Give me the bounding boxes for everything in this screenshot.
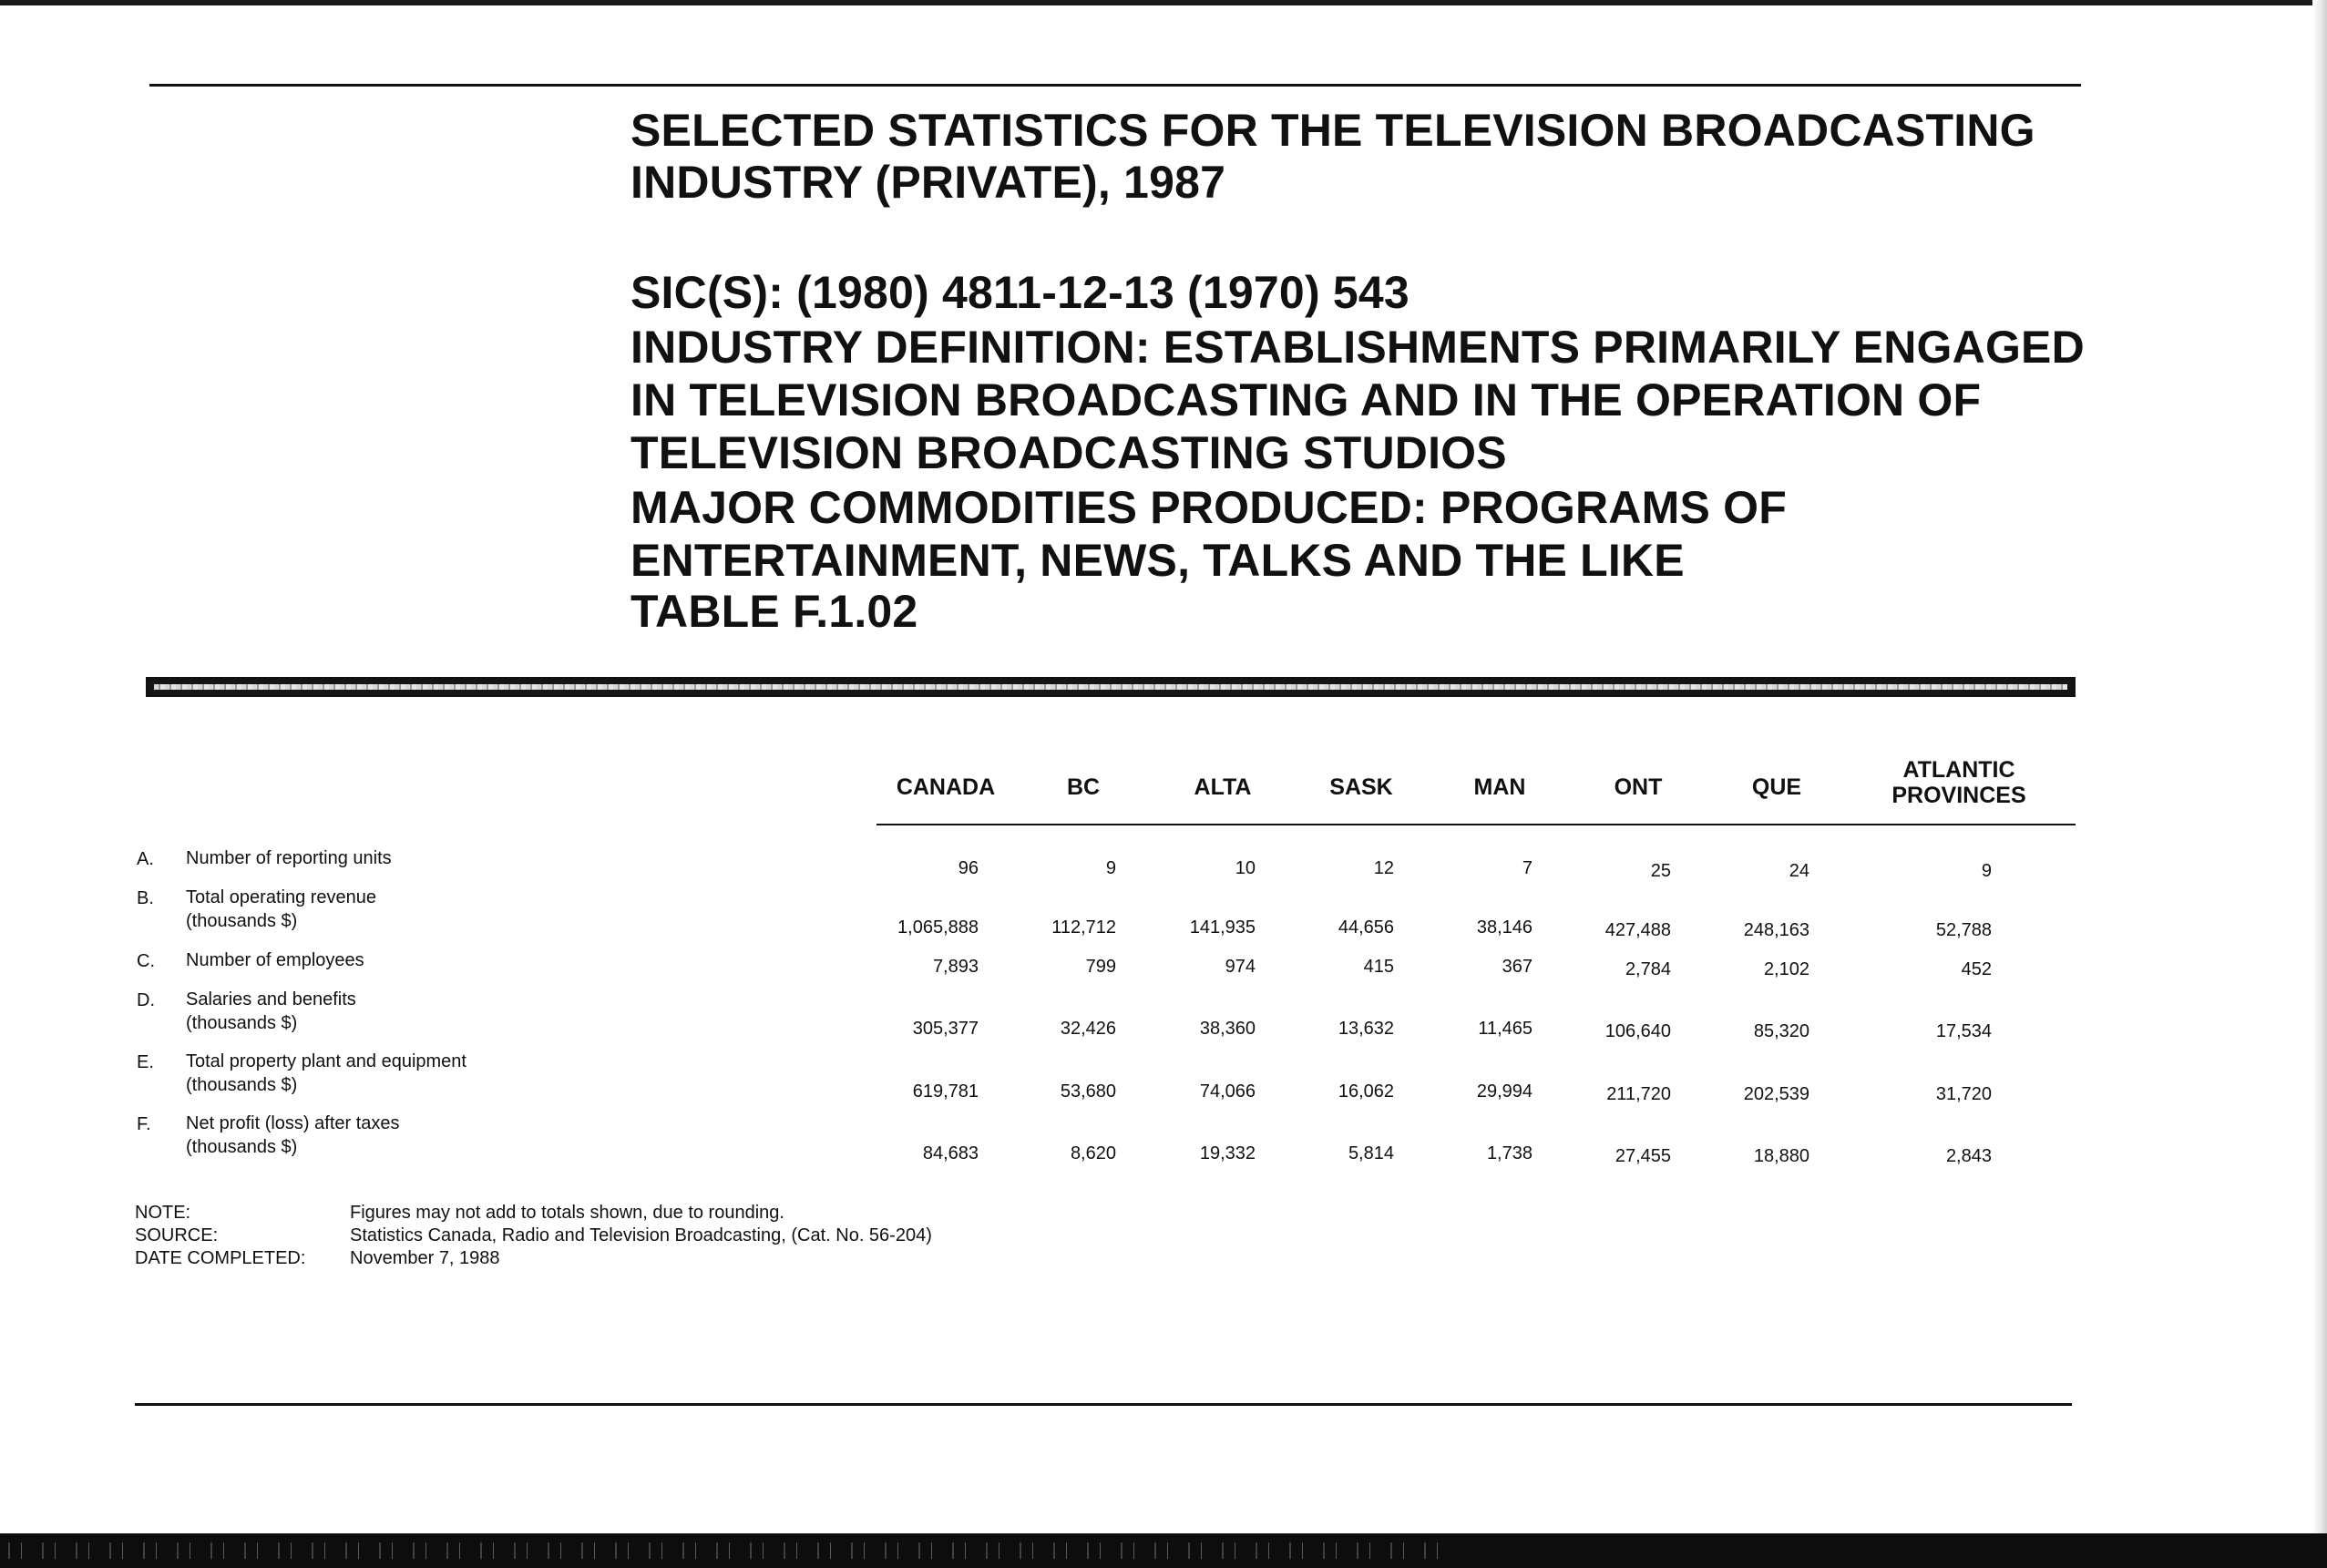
table-cell: 53,680 <box>1060 1081 1116 1102</box>
table-cell: 415 <box>1363 957 1394 977</box>
table-cell: 19,332 <box>1199 1143 1256 1163</box>
row-label-text: Total operating revenue <box>186 887 377 907</box>
table-cell: 96 <box>958 858 979 878</box>
row-label-text: Number of reporting units <box>186 848 392 868</box>
table-cell: 9 <box>1981 861 1992 881</box>
column-header-text: CANADA <box>896 774 996 800</box>
industry-definition-line-1: INDUSTRY DEFINITION: ESTABLISHMENTS PRIMARILY ENGAGED <box>630 322 2085 373</box>
table-cell: 367 <box>1502 957 1533 977</box>
table-cell: 10 <box>1235 858 1256 878</box>
row-label-text: (thousands $) <box>186 911 298 931</box>
table-cell: 84,683 <box>922 1143 979 1163</box>
table-cell: 24 <box>1789 861 1809 881</box>
table-cell: 7,893 <box>932 957 979 977</box>
table-cell: 17,534 <box>1935 1021 1992 1041</box>
top-rule <box>149 84 2081 87</box>
table-cell: 29,994 <box>1476 1081 1533 1102</box>
table-cell: 211,720 <box>1606 1084 1671 1104</box>
table-number: TABLE F.1.02 <box>630 586 918 637</box>
industry-definition-line-2: IN TELEVISION BROADCASTING AND IN THE OPERATION OF <box>630 374 1982 425</box>
table-cell: 11,465 <box>1478 1019 1533 1039</box>
row-letter: E. <box>137 1052 154 1072</box>
column-header <box>1872 758 2045 808</box>
scan-edge-top <box>0 0 2327 5</box>
table-cell: 18,880 <box>1753 1146 1809 1166</box>
source-text: Statistics Canada, Radio and Television Broadcasting, (Cat. No. 56-204) <box>350 1225 932 1245</box>
row-label <box>186 988 356 1035</box>
table-cell: 974 <box>1225 957 1256 977</box>
column-header-text: ALTA <box>1194 774 1252 800</box>
table-cell: 52,788 <box>1935 920 1992 940</box>
row-letter: C. <box>137 951 155 971</box>
table-cell: 13,632 <box>1338 1019 1394 1039</box>
column-header-text: BC <box>1066 774 1101 800</box>
sic-codes: SIC(S): (1980) 4811-12-13 (1970) 543 <box>630 267 1410 318</box>
major-commodities-line-2: ENTERTAINMENT, NEWS, TALKS AND THE LIKE <box>630 535 1685 586</box>
column-header-text: SASK <box>1329 774 1393 800</box>
table-top-bar <box>146 677 2076 697</box>
industry-definition-line-3: TELEVISION BROADCASTING STUDIOS <box>630 427 1507 478</box>
table-cell: 9 <box>1105 858 1116 878</box>
row-letter: F. <box>137 1114 151 1134</box>
column-header <box>1690 774 1863 801</box>
table-cell: 799 <box>1085 957 1116 977</box>
row-label-text: Salaries and benefits <box>186 989 356 1009</box>
scan-edge-right <box>2312 0 2327 1568</box>
table-cell: 38,360 <box>1199 1019 1256 1039</box>
table-cell: 202,539 <box>1743 1084 1809 1104</box>
row-label-text: (thousands $) <box>186 1075 298 1095</box>
note-text: Figures may not add to totals shown, due to rounding. <box>350 1203 784 1223</box>
table-cell: 2,843 <box>1945 1146 1992 1166</box>
bottom-rule <box>135 1403 2072 1406</box>
table-cell: 74,066 <box>1199 1081 1256 1102</box>
table-cell: 31,720 <box>1935 1084 1992 1104</box>
table-cell: 2,784 <box>1625 959 1671 979</box>
table-cell: 8,620 <box>1070 1143 1116 1163</box>
column-header-text: PROVINCES <box>1891 782 2026 808</box>
table-cell: 619,781 <box>912 1081 979 1102</box>
table-cell: 12 <box>1373 858 1394 878</box>
row-label <box>186 886 376 933</box>
document-title-line-2: INDUSTRY (PRIVATE), 1987 <box>630 157 1226 208</box>
row-letter: D. <box>137 990 155 1010</box>
column-header-text: MAN <box>1473 774 1526 800</box>
table-cell: 452 <box>1961 959 1992 979</box>
row-label <box>186 948 364 972</box>
row-label <box>186 1112 400 1159</box>
date-completed-text: November 7, 1988 <box>350 1248 500 1268</box>
major-commodities-line-1: MAJOR COMMODITIES PRODUCED: PROGRAMS OF <box>630 482 1787 533</box>
row-label-text: (thousands $) <box>186 1137 298 1157</box>
row-label-text: (thousands $) <box>186 1013 298 1033</box>
row-label <box>186 846 392 870</box>
table-cell: 44,656 <box>1338 917 1394 938</box>
table-cell: 16,062 <box>1338 1081 1394 1102</box>
document-title-line-1: SELECTED STATISTICS FOR THE TELEVISION BROADCASTING <box>630 105 2035 156</box>
note-label: NOTE: <box>135 1203 191 1223</box>
column-header-text: QUE <box>1751 774 1802 800</box>
column-header-text: ATLANTIC <box>1902 757 2015 783</box>
row-label-text: Number of employees <box>186 950 364 970</box>
table-cell: 112,712 <box>1051 917 1116 938</box>
header-underline <box>876 824 2076 825</box>
scan-edge-bottom <box>0 1533 2327 1568</box>
row-label-text: Total property plant and equipment <box>186 1051 466 1071</box>
row-letter: B. <box>137 888 154 908</box>
table-cell: 5,814 <box>1348 1143 1394 1163</box>
row-label <box>186 1050 466 1097</box>
row-letter: A. <box>137 849 154 869</box>
table-cell: 1,065,888 <box>897 917 979 938</box>
table-cell: 106,640 <box>1604 1021 1671 1041</box>
table-cell: 85,320 <box>1753 1021 1809 1041</box>
table-cell: 27,455 <box>1615 1146 1671 1166</box>
table-cell: 427,488 <box>1604 920 1671 940</box>
table-cell: 38,146 <box>1476 917 1533 938</box>
column-header-text: ONT <box>1614 774 1663 800</box>
row-label-text: Net profit (loss) after taxes <box>186 1113 400 1133</box>
source-label: SOURCE: <box>135 1225 219 1245</box>
table-cell: 25 <box>1650 861 1671 881</box>
table-cell: 7 <box>1522 858 1533 878</box>
table-cell: 32,426 <box>1060 1019 1116 1039</box>
date-completed-label: DATE COMPLETED: <box>135 1248 306 1268</box>
table-cell: 248,163 <box>1743 920 1809 940</box>
table-cell: 141,935 <box>1189 917 1256 938</box>
table-cell: 2,102 <box>1763 959 1809 979</box>
table-cell: 1,738 <box>1486 1143 1533 1163</box>
table-cell: 305,377 <box>912 1019 979 1039</box>
